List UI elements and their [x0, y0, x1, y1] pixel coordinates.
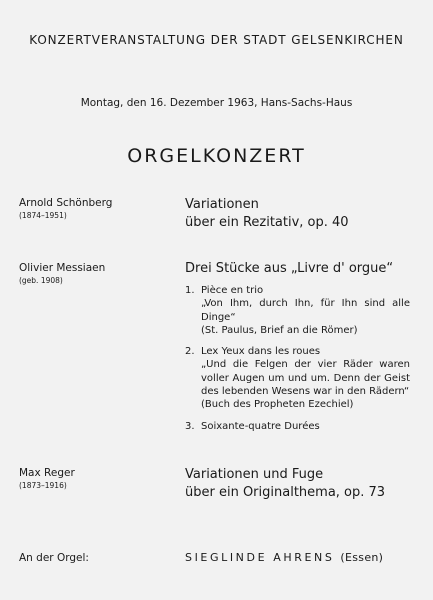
performer-location: (Essen)	[340, 551, 384, 564]
composer-dates: (1874–1951)	[19, 211, 67, 220]
movement-number: 2.	[185, 346, 195, 358]
performer-name: SIEGLINDE AHRENS	[185, 551, 335, 564]
organizer-header: KONZERTVERANSTALTUNG DER STADT GELSENKIRCHEN	[29, 33, 404, 47]
work-messiaen	[185, 260, 410, 278]
composer-messiaen	[19, 262, 179, 287]
work-title-line: Variationen	[185, 197, 259, 212]
movement-number: 3.	[185, 420, 195, 432]
composer-name: Max Reger	[19, 467, 75, 479]
movement-number: 1.	[185, 285, 195, 296]
movement-source: (Buch des Propheten Ezechiel)	[201, 399, 354, 411]
event-dateline: Montag, den 16. Dezember 1963, Hans-Sachs-Haus	[80, 97, 353, 109]
movement-item	[185, 284, 410, 337]
movement-item	[185, 420, 410, 433]
work-title-line: Drei Stücke aus „Livre d' orgue“	[185, 261, 394, 276]
movement-quote: „Von Ihm, durch Ihn, für Ihn sind alle Dinge“	[201, 298, 410, 323]
work-schoenberg	[185, 196, 410, 232]
composer-schoenberg	[19, 197, 179, 222]
performer-credit	[185, 551, 383, 564]
composer-reger	[19, 467, 179, 492]
concert-title: ORGELKONZERT	[127, 145, 306, 167]
movement-title: Lex Yeux dans les roues	[201, 346, 321, 358]
movement-title: Soixante-quatre Durées	[201, 420, 320, 432]
movement-source: (St. Paulus, Brief an die Römer)	[201, 324, 358, 336]
work-title-line: Variationen und Fuge	[185, 467, 324, 482]
movement-title: Pièce en trio	[201, 285, 264, 296]
work-reger	[185, 466, 410, 502]
work-title-line: über ein Rezitativ, op. 40	[185, 215, 349, 230]
composer-dates: (geb. 1908)	[19, 276, 63, 285]
movement-list	[185, 284, 410, 441]
composer-name: Olivier Messiaen	[19, 262, 106, 274]
work-title-line: über ein Originalthema, op. 73	[185, 485, 386, 500]
movement-quote: „Und die Felgen der vier Räder waren voller Augen um und um. Denn der Geist des lebenden Wesens war in den Rädern“	[201, 359, 410, 398]
movement-item	[185, 345, 410, 411]
composer-name: Arnold Schönberg	[19, 197, 113, 209]
organist-label: An der Orgel:	[19, 552, 89, 564]
composer-dates: (1873–1916)	[19, 481, 67, 490]
